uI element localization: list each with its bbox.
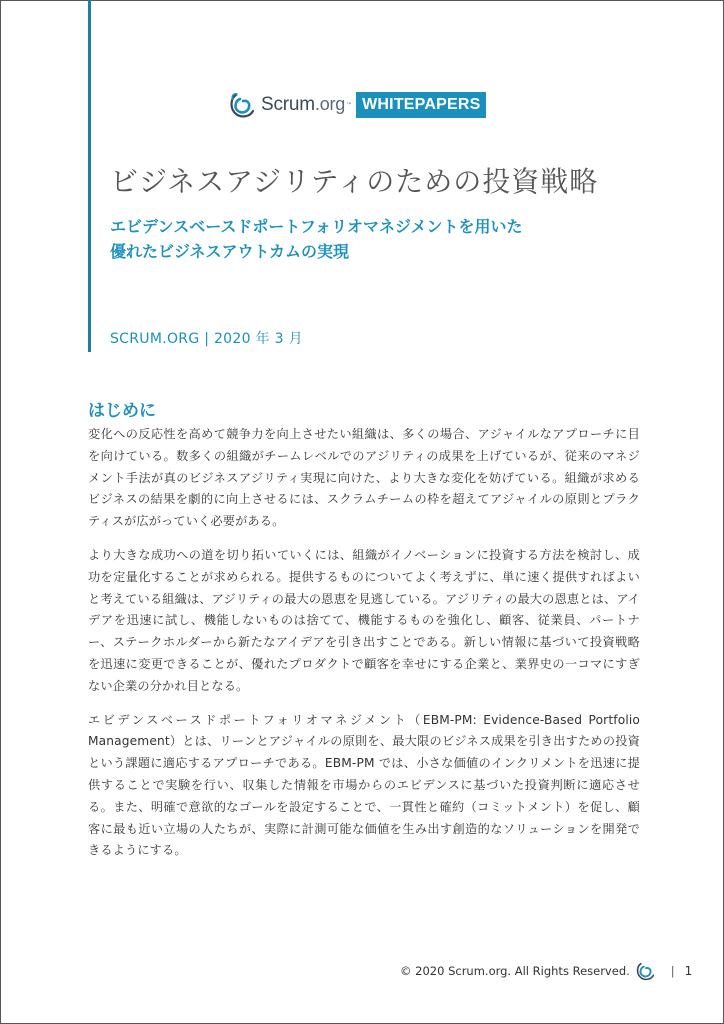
copyright-text: © 2020 Scrum.org. All Rights Reserved.	[400, 964, 630, 978]
page-number: 1	[684, 964, 693, 978]
logo-name: Scrum	[261, 94, 315, 115]
page-footer	[400, 960, 692, 982]
intro-paragraph-1: 変化への反応性を高めて競争力を向上させたい組織は、多くの場合、アジャイルなアプローチに目を向けている。数多くの組織がチームレベルでのアジリティの成果を上げているが、従来のマネジメント手法が真のビジネスアジリティ実現に向けた、より大きな変化を妨げている。組織が求めるビジネスの結果を劇的に向上させるには、スクラムチームの枠を超えてアジャイルの原則とプラクティスが広がっていく必要がある。	[88, 427, 640, 529]
footer-separator: |	[670, 964, 675, 978]
subtitle-line-1: エビデンスベースドポートフォリオマネジメントを用いた	[110, 217, 523, 236]
scrum-org-logo	[228, 90, 486, 120]
intro-section	[88, 400, 640, 874]
intro-heading: はじめに	[88, 401, 156, 421]
document-title: ビジネスアジリティのための投資戦略	[110, 165, 599, 198]
intro-paragraph-3: エビデンスベースドポートフォリオマネジメント（EBM-PM: Evidence-Based Portfolio Management）とは、リーンとアジャイルの原則を、最大限のビジネス成果を引き出すための投資という課題に適応するアプローチである。EBM-PM では、小さな価値のインクリメントを迅速に提供することで実験を行い、収集した情報を市場からのエビデンスに基づいた投資判断に適応させる。また、明確で意欲的なゴールを設定することで、一貫性と確約（コミットメント）を促し、顧客に最も近い立場の人たちが、実際に計測可能な価値を生み出す創造的なソリューションを開発できるようにする。	[88, 712, 640, 858]
scrum-swirl-icon	[635, 960, 657, 982]
logo-domain: .org	[314, 94, 346, 114]
logo-wordmark	[261, 94, 345, 116]
accent-bar	[88, 0, 91, 352]
logo-trademark: ™	[346, 101, 353, 109]
scrum-swirl-icon	[228, 90, 258, 120]
subtitle-line-2: 優れたビジネスアウトカムの実現	[110, 242, 350, 261]
publisher-date: SCRUM.ORG | 2020 年 3 月	[110, 331, 303, 347]
document-subtitle	[110, 214, 610, 264]
intro-paragraph-2: より大きな成功への道を切り拓いていくには、組織がイノベーションに投資する方法を検討し、成功を定量化することが求められる。提供するものについてよく考えずに、単に速く提供すればよいと考えている組織は、アジリティの最大の恩恵を見逃している。アジリティの最大の恩恵とは、アイデアを迅速に試し、機能しないものは捨てて、機能するものを強化し、顧客、従業員、パートナー、ステークホルダーから新たなアイデアを引き出すことである。新しい情報に基づいて投資戦略を迅速に変更できることが、優れたプロダクトで顧客を幸せにする企業と、業界史の一コマにすぎない企業の分かれ目となる。	[88, 547, 640, 693]
whitepapers-badge: WHITEPAPERS	[356, 92, 486, 118]
